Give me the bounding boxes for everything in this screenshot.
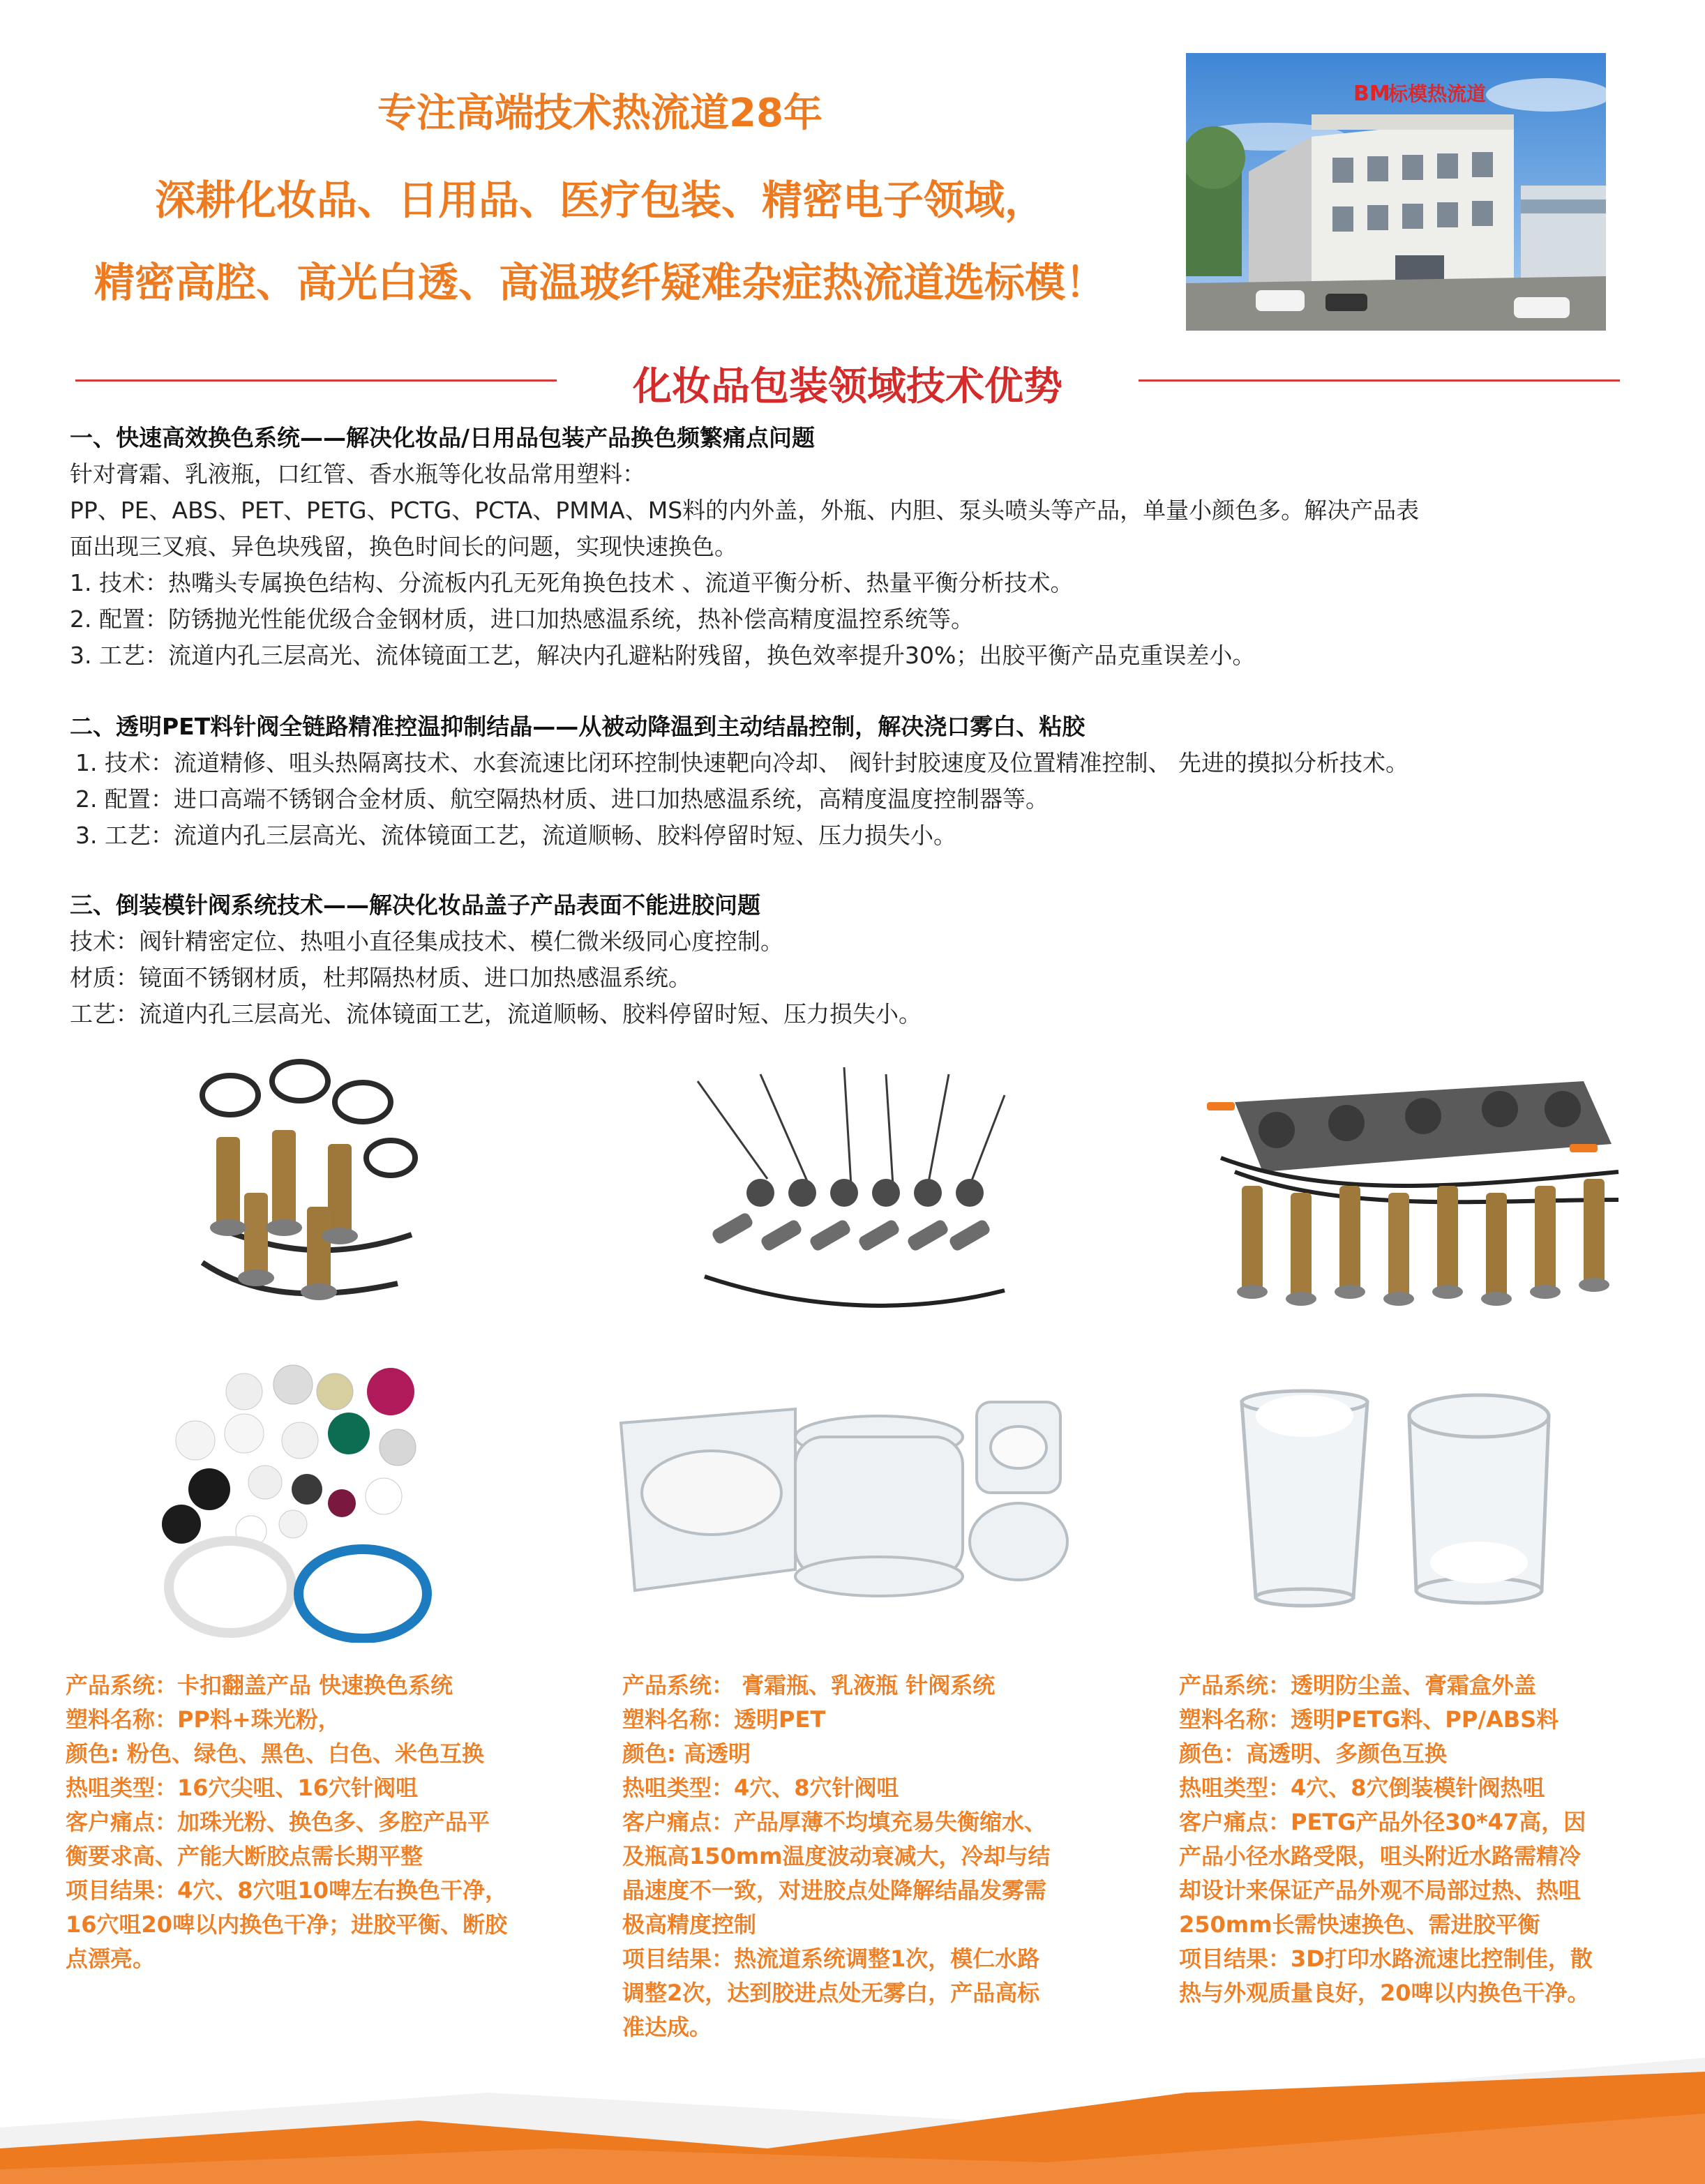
caption-line: 塑料名称：PP料+珠光粉，	[66, 1706, 340, 1733]
section-3	[70, 887, 1646, 1032]
caption-line: 及瓶高150mm温度波动衰减大，冷却与结	[622, 1843, 1051, 1869]
title-rule-right	[1139, 379, 1620, 382]
caption-line: 项目结果：4穴、8穴咀10啤左右换色干净，	[66, 1877, 508, 1904]
caption-line: 颜色: 粉色、绿色、黑色、白色、米色互换	[66, 1740, 484, 1767]
flip-caps-photo	[160, 1364, 460, 1643]
header	[0, 0, 1705, 335]
caption-line: 却设计来保证产品外观不局部过热、热咀	[1179, 1877, 1582, 1904]
caption-line: 产品系统：透明防尘盖、膏霜盒外盖	[1179, 1672, 1537, 1699]
product-caption-3	[1179, 1669, 1653, 2010]
caption-line: 调整2次，达到胶进点处无雾白，产品高标	[622, 1980, 1040, 2006]
product-caption-2	[622, 1669, 1125, 2044]
caption-line: 客户痛点：加珠光粉、换色多、多腔产品平	[66, 1809, 490, 1835]
caption-line: 产品小径水路受限，咀头附近水路需精冷	[1179, 1843, 1582, 1869]
valve-pins-photo	[684, 1067, 1019, 1318]
clear-cups-photo	[1228, 1388, 1563, 1611]
section-3-line: 工艺：流道内孔三层高光、流体镜面工艺，流道顺畅、胶料停留时短、压力损失小。	[70, 1000, 922, 1027]
section-1-line: 3. 工艺：流道内孔三层高光、流体镜面工艺，解决内孔避粘附残留，换色效率提升30%；出胶平衡产品克重误差小。	[70, 642, 1256, 669]
caption-line: 热咀类型：16穴尖咀、16穴针阀咀	[66, 1775, 419, 1801]
caption-line: 极高精度控制	[622, 1911, 757, 1938]
caption-line: 项目结果：热流道系统调整1次，模仁水路	[622, 1945, 1040, 1972]
section-1-heading: 一、快速高效换色系统——解决化妆品/日用品包装产品换色频繁痛点问题	[70, 424, 816, 451]
section-2-heading: 二、透明PET料针阀全链路精准控温抑制结晶——从被动降温到主动结晶控制，解决浇口雾白、粘胶	[70, 713, 1086, 740]
caption-line: 准达成。	[622, 2014, 712, 2040]
section-1-line: PP、PE、ABS、PET、PETG、PCTG、PCTA、PMMA、MS料的内外盖，外瓶、内胆、泵头喷头等产品，单量小颜色多。解决产品表	[70, 497, 1420, 524]
caption-line: 客户痛点：PETG产品外径30*47高，因	[1179, 1809, 1586, 1835]
footer-wave	[0, 2044, 1705, 2184]
caption-line: 项目结果：3D打印水路流速比控制佳，散	[1179, 1945, 1593, 1972]
header-line-1: 专注高端技术热流道28年	[377, 91, 823, 136]
caption-line: 产品系统： 膏霜瓶、乳液瓶 针阀系统	[622, 1672, 996, 1699]
building-logo: BM	[1353, 82, 1390, 106]
manifold-system-photo	[1193, 1060, 1625, 1325]
cream-jars-photo	[614, 1395, 1074, 1611]
factory-building-photo	[1186, 53, 1606, 331]
building-sign: 标模热流道	[1388, 82, 1487, 105]
section-1-line: 2. 配置：防锈抛光性能优级合金钢材质，进口加热感温系统，热补偿高精度温控系统等。	[70, 605, 974, 633]
caption-line: 热与外观质量良好，20啤以内换色干净。	[1179, 1980, 1590, 2006]
section-1-line: 面出现三叉痕、异色块残留，换色时间长的问题，实现快速换色。	[70, 533, 737, 560]
section-3-line: 材质：镜面不锈钢材质，杜邦隔热材质、进口加热感温系统。	[70, 964, 691, 991]
caption-line: 衡要求高、产能大断胶点需长期平整	[66, 1843, 423, 1869]
caption-line: 热咀类型：4穴、8穴针阀咀	[622, 1775, 899, 1801]
section-1-line: 1. 技术：热嘴头专属换色结构、分流板内孔无死角换色技术 、流道平衡分析、热量平衡分析技术。	[70, 569, 1074, 596]
caption-line: 250mm长需快速换色、需进胶平衡	[1179, 1911, 1540, 1938]
section-1-line: 针对膏霜、乳液瓶，口红管、香水瓶等化妆品常用塑料：	[70, 460, 645, 488]
caption-line: 热咀类型：4穴、8穴倒装模针阀热咀	[1179, 1775, 1545, 1801]
caption-line: 颜色：高透明、多颜色互换	[1179, 1740, 1448, 1767]
hot-nozzles-photo	[188, 1053, 426, 1325]
section-1	[70, 420, 1646, 674]
section-2-line: 1. 技术：流道精修、咀头热隔离技术、水套流速比闭环控制快速靶向冷却、 阀针封胶速度及位置精准控制、 先进的摸拟分析技术。	[75, 749, 1409, 776]
caption-line: 16穴咀20啤以内换色干净；进胶平衡、断胶	[66, 1911, 508, 1938]
caption-line: 点漂亮。	[66, 1945, 156, 1972]
caption-line: 晶速度不一致，对进胶点处降解结晶发雾需	[622, 1877, 1047, 1904]
caption-line: 客户痛点：产品厚薄不均填充易失衡缩水、	[622, 1809, 1047, 1835]
section-title	[0, 356, 1705, 409]
header-line-2: 深耕化妆品、日用品、医疗包装、精密电子领域，	[154, 176, 1045, 224]
section-title-text: 化妆品包装领域技术优势	[633, 364, 1062, 409]
caption-line: 产品系统：卡扣翻盖产品 快速换色系统	[66, 1672, 453, 1699]
section-2	[70, 709, 1646, 854]
section-2-line: 2. 配置：进口高端不锈钢合金材质、航空隔热材质、进口加热感温系统，高精度温度控制器等。	[75, 785, 1049, 813]
section-3-heading: 三、倒装模针阀系统技术——解决化妆品盖子产品表面不能进胶问题	[70, 891, 760, 919]
header-line-3: 精密高腔、高光白透、高温玻纤疑难杂症热流道选标模！	[93, 259, 1106, 306]
caption-line: 塑料名称：透明PETG料、PP/ABS料	[1179, 1706, 1559, 1733]
title-rule-left	[75, 379, 557, 382]
caption-line: 塑料名称：透明PET	[622, 1706, 826, 1733]
section-2-line: 3. 工艺：流道内孔三层高光、流体镜面工艺，流道顺畅、胶料停留时短、压力损失小。	[75, 822, 956, 849]
section-3-line: 技术：阀针精密定位、热咀小直径集成技术、模仁微米级同心度控制。	[70, 928, 783, 955]
product-caption-1	[66, 1669, 568, 1976]
caption-line: 颜色: 高透明	[622, 1740, 751, 1767]
